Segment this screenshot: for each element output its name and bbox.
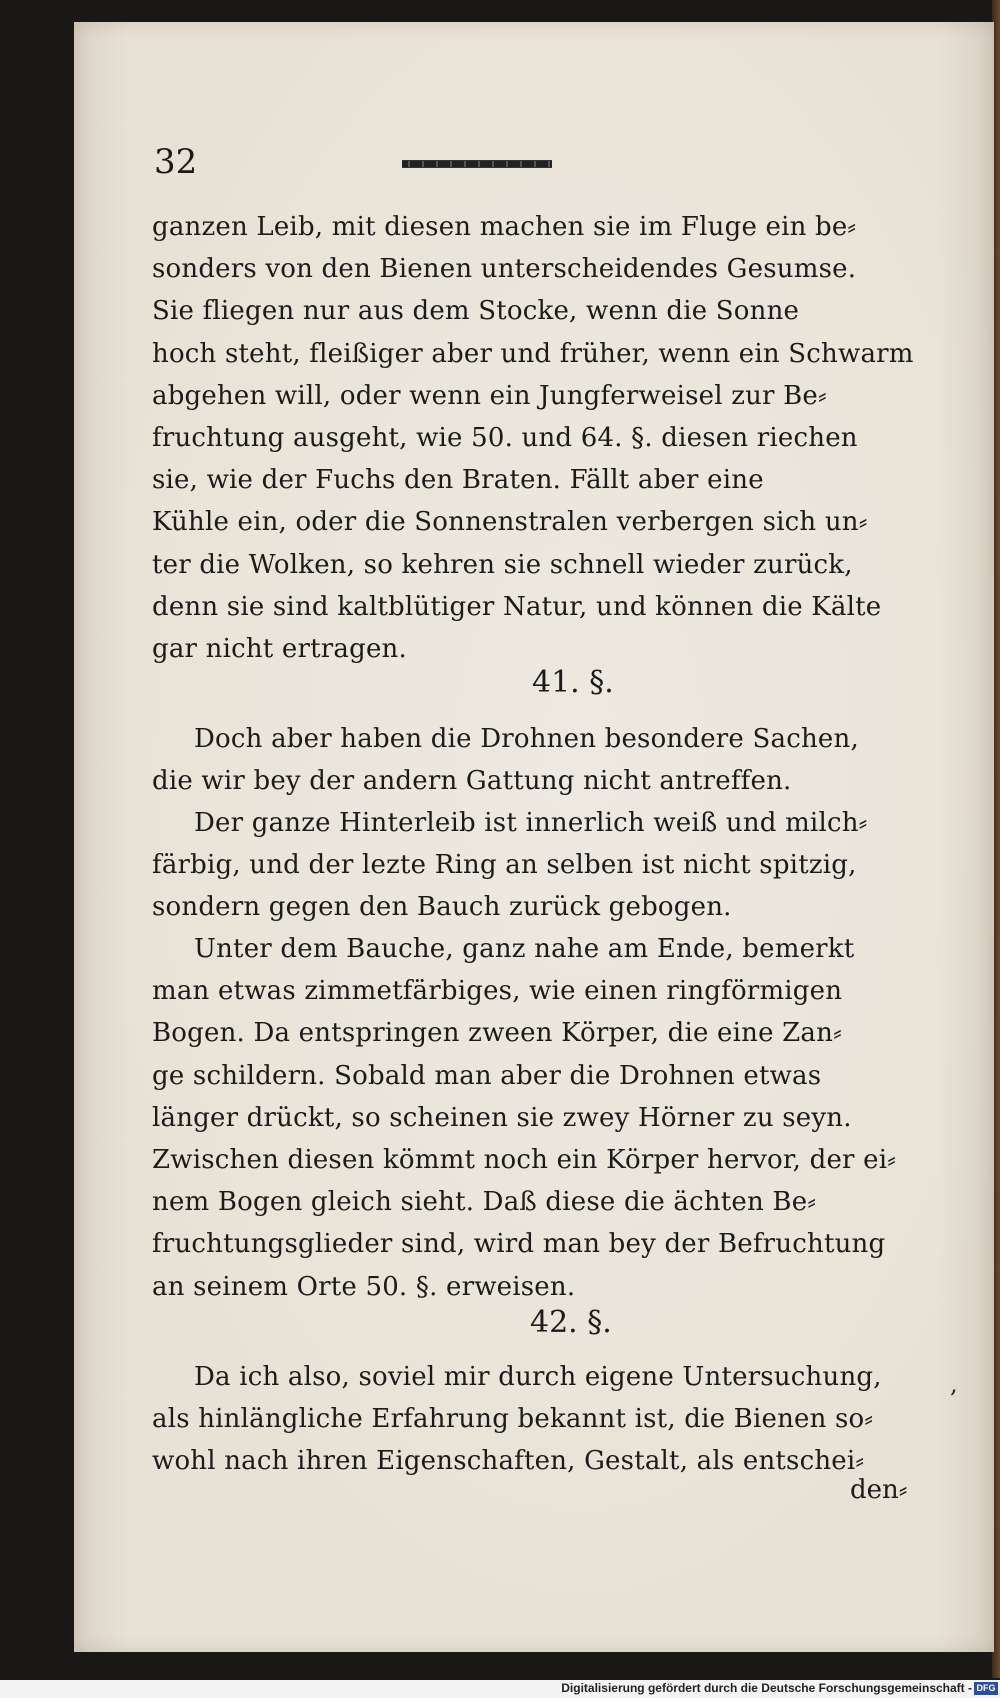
- section-heading-41: 41. §.: [532, 665, 614, 700]
- text-line: abgehen will, oder wenn ein Jungferweisel zur Be⸗: [152, 380, 827, 411]
- text-line: ge schildern. Sobald man aber die Drohnen etwas: [152, 1060, 822, 1091]
- catchword: den⸗: [850, 1475, 908, 1505]
- section-heading-42: 42. §.: [530, 1305, 612, 1340]
- text-line: Kühle ein, oder die Sonnenstralen verbergen sich un⸗: [152, 507, 868, 538]
- paragraph-continued: [152, 206, 942, 670]
- text-line: Unter dem Bauche, ganz nahe am Ende, bemerkt: [194, 934, 855, 964]
- text-line: fruchtungsglieder sind, wird man bey der Befruchtung: [152, 1229, 886, 1260]
- text-line: Doch aber haben die Drohnen besondere Sachen,: [194, 724, 859, 754]
- header-ornament-rule: [402, 160, 552, 168]
- dfg-logo: DFG: [974, 1682, 998, 1695]
- text-line: Zwischen diesen kömmt noch ein Körper hervor, der ei⸗: [152, 1144, 897, 1175]
- text-line: an seinem Orte 50. §. erweisen.: [152, 1271, 576, 1302]
- text-line: denn sie sind kaltblütiger Natur, und können die Kälte: [152, 591, 882, 622]
- text-line: man etwas zimmetfärbiges, wie einen ringförmigen: [152, 976, 843, 1007]
- text-line: ganzen Leib, mit diesen machen sie im Fluge ein be⸗: [152, 212, 857, 242]
- text-line: wohl nach ihren Eigenschaften, Gestalt, als entschei⸗: [152, 1446, 865, 1477]
- text-line: fruchtung ausgeht, wie 50. und 64. §. diesen riechen: [152, 422, 858, 453]
- text-line: Der ganze Hinterleib ist innerlich weiß und milch⸗: [194, 808, 868, 838]
- text-line: als hinlängliche Erfahrung bekannt ist, die Bienen so⸗: [152, 1404, 874, 1435]
- digitization-footer: [0, 1680, 1000, 1698]
- margin-mark: ,: [950, 1370, 958, 1398]
- text-line: länger drückt, so scheinen sie zwey Hörner zu seyn.: [152, 1102, 852, 1133]
- text-line: Bogen. Da entspringen zween Körper, die eine Zan⸗: [152, 1018, 842, 1049]
- text-line: die wir bey der andern Gattung nicht antreffen.: [152, 766, 792, 797]
- paragraph-untersuchung: [152, 1356, 942, 1483]
- page-header: [154, 138, 674, 188]
- text-line: sonders von den Bienen unterscheidendes Gesumse.: [152, 254, 857, 285]
- paragraph-hinterleib: [152, 802, 942, 929]
- paragraph-bauche: [152, 928, 942, 1308]
- text-line: sondern gegen den Bauch zurück gebogen.: [152, 892, 732, 923]
- text-line: hoch steht, fleißiger aber und früher, wenn ein Schwarm: [152, 338, 914, 369]
- text-line: ter die Wolken, so kehren sie schnell wieder zurück,: [152, 549, 853, 580]
- text-line: Sie fliegen nur aus dem Stocke, wenn die Sonne: [152, 296, 800, 327]
- text-line: Da ich also, soviel mir durch eigene Untersuchung,: [194, 1362, 882, 1392]
- text-line: gar nicht ertragen.: [152, 633, 407, 664]
- paragraph-drohnen: [152, 718, 942, 802]
- page-number: 32: [154, 142, 198, 182]
- text-line: färbig, und der lezte Ring an selben ist nicht spitzig,: [152, 850, 857, 881]
- text-line: nem Bogen gleich sieht. Daß diese die ächten Be⸗: [152, 1187, 817, 1218]
- text-line: sie, wie der Fuchs den Braten. Fällt aber eine: [152, 465, 764, 496]
- funding-credit: Digitalisierung gefördert durch die Deutsche Forschungsgemeinschaft -: [561, 1681, 972, 1695]
